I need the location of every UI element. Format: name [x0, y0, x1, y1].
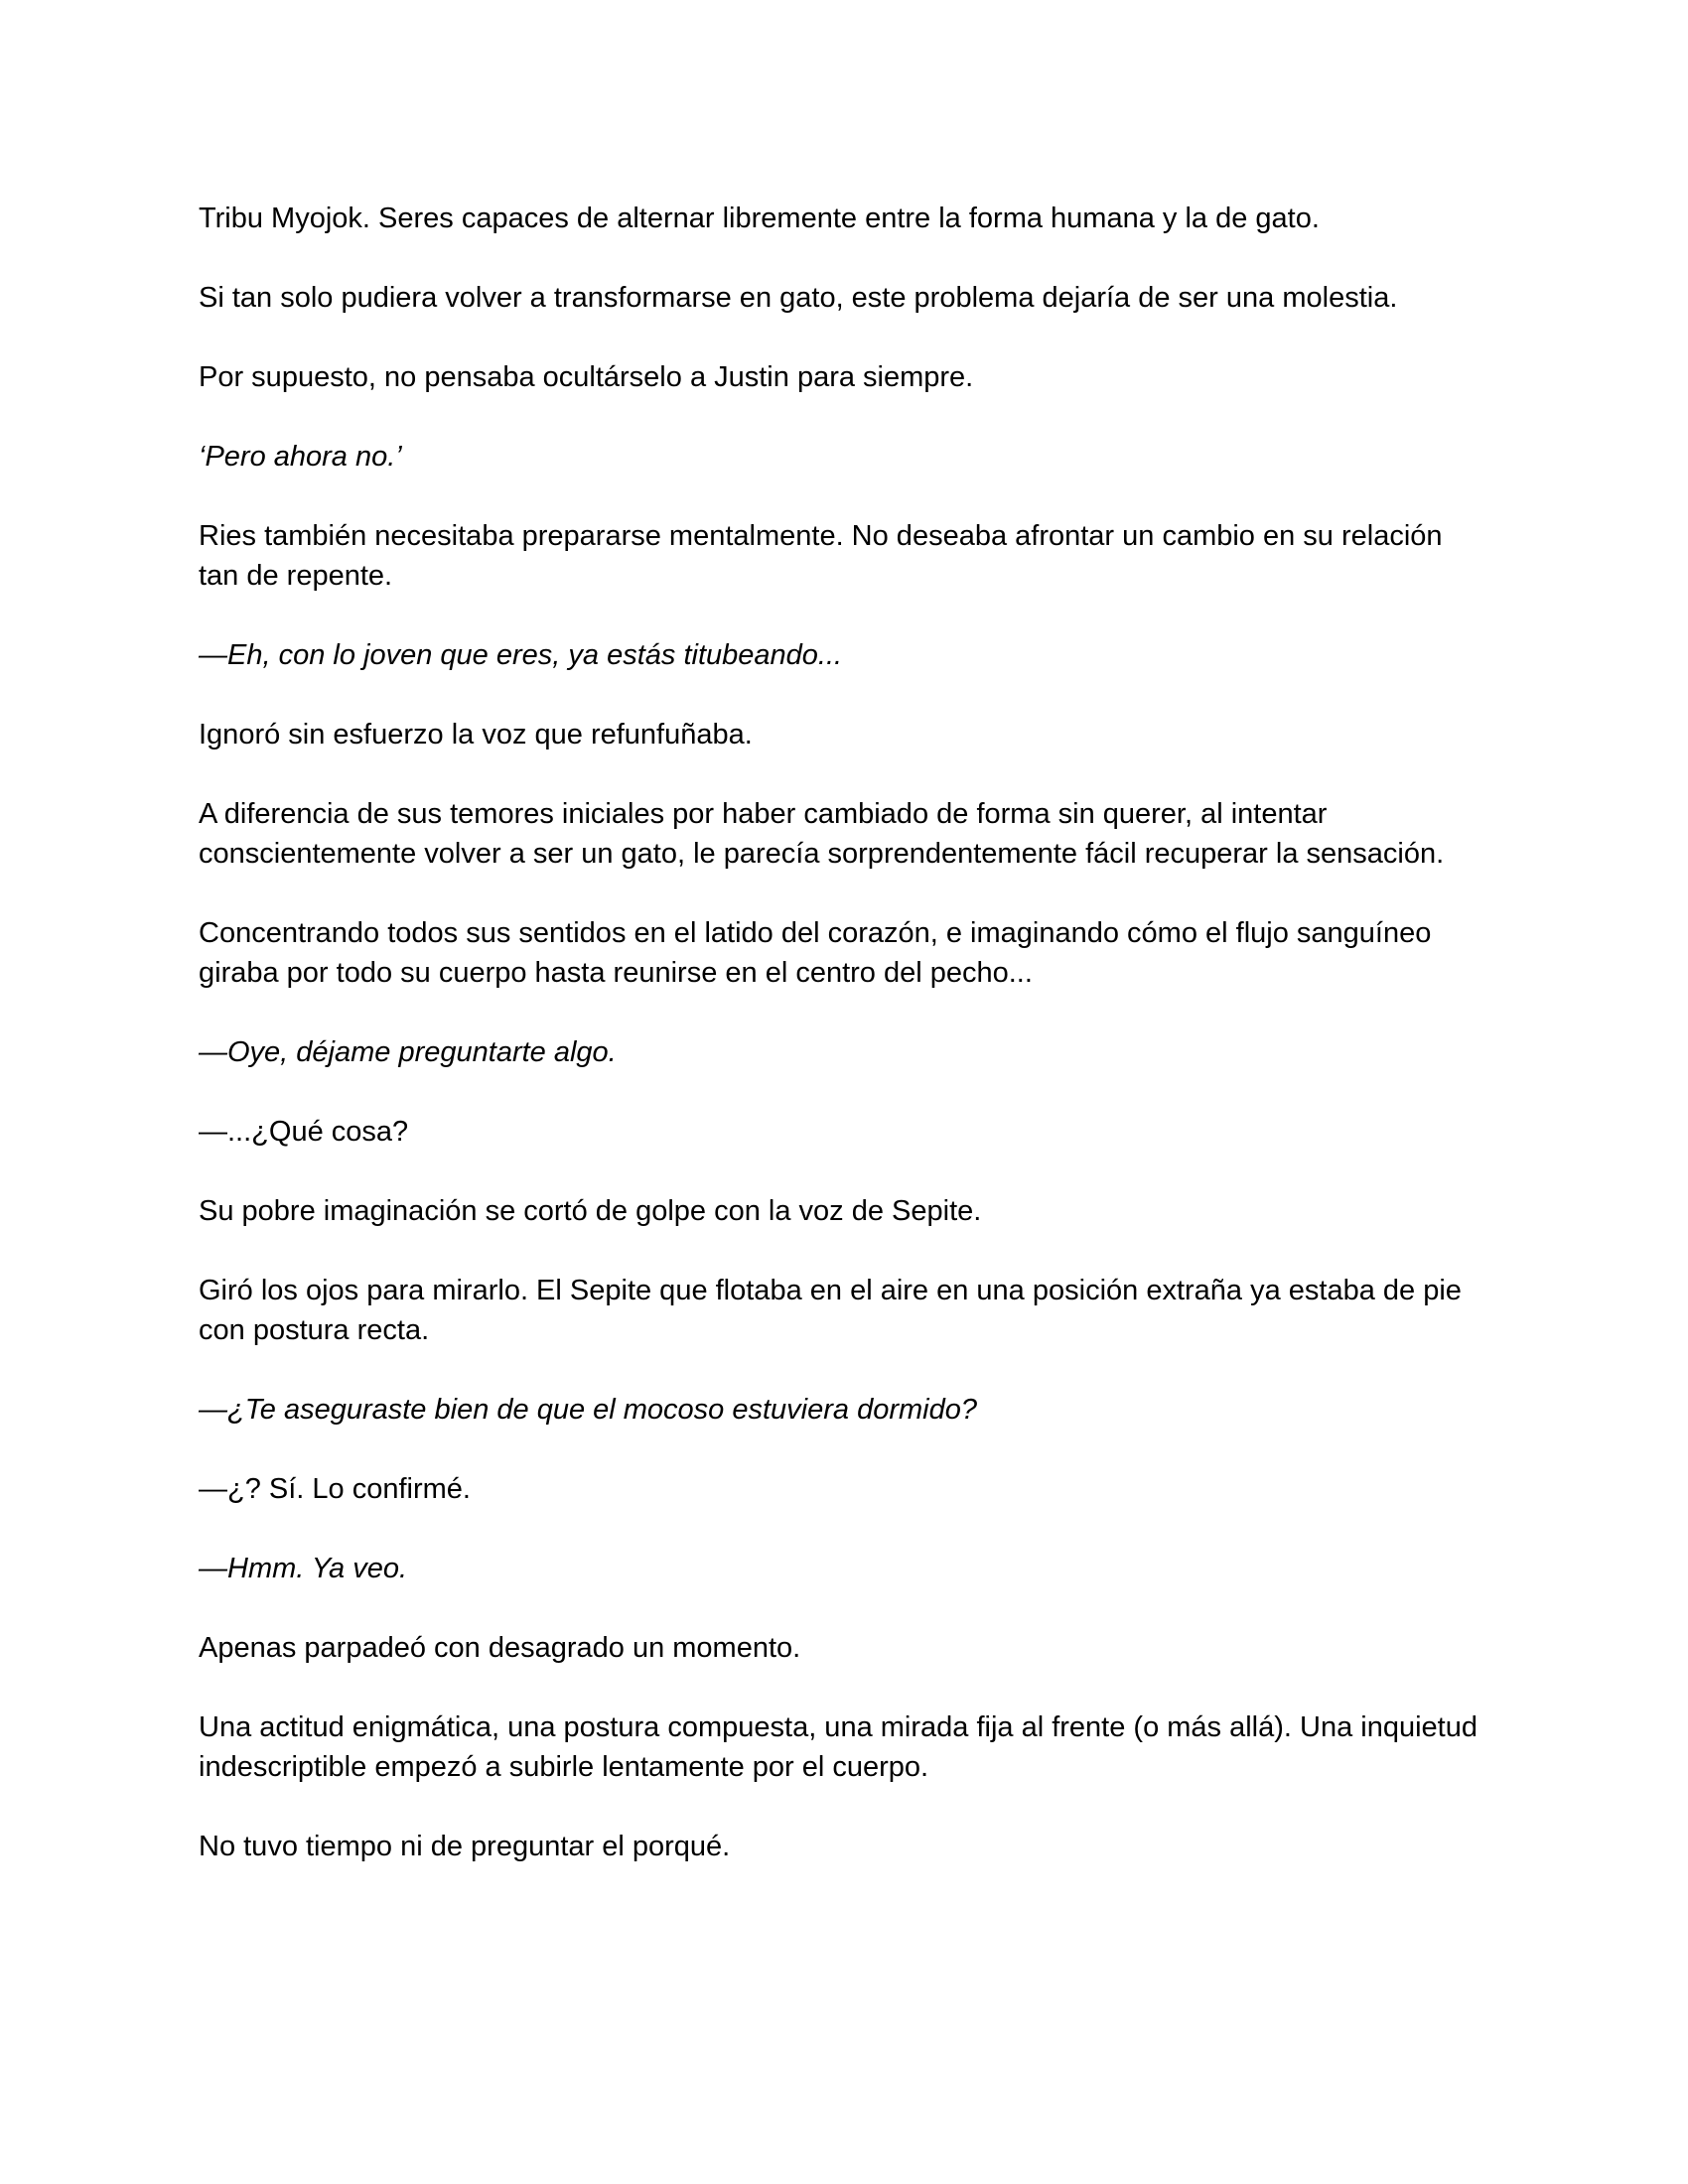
- paragraph: Ries también necesitaba prepararse mentalmente. No deseaba afrontar un cambio en su relación tan de repente.: [199, 520, 1443, 592]
- paragraph: Su pobre imaginación se cortó de golpe con la voz de Sepite.: [199, 1195, 982, 1227]
- paragraph: Apenas parpadeó con desagrado un momento.: [199, 1632, 801, 1664]
- paragraph: Tribu Myojok. Seres capaces de alternar libremente entre la forma humana y la de gato.: [199, 203, 1320, 234]
- paragraph: ‘Pero ahora no.’: [199, 441, 402, 473]
- paragraph: —Oye, déjame preguntarte algo.: [199, 1036, 617, 1068]
- paragraph: —...¿Qué cosa?: [199, 1116, 409, 1148]
- paragraph: Ignoró sin esfuerzo la voz que refunfuñaba.: [199, 719, 753, 751]
- document-body: [199, 199, 1489, 1906]
- paragraph: —¿? Sí. Lo confirmé.: [199, 1473, 471, 1505]
- paragraph: —Hmm. Ya veo.: [199, 1553, 408, 1584]
- paragraph: Concentrando todos sus sentidos en el latido del corazón, e imaginando cómo el flujo sanguíneo giraba por todo su cuerpo hasta reunirse en el centro del pecho...: [199, 917, 1432, 989]
- paragraph: A diferencia de sus temores iniciales por haber cambiado de forma sin querer, al intentar conscientemente volver a ser un gato, le parecía sorprendentemente fácil recuperar la sensación.: [199, 798, 1445, 870]
- paragraph: Giró los ojos para mirarlo. El Sepite que flotaba en el aire en una posición extraña ya estaba de pie con postura recta.: [199, 1275, 1462, 1346]
- paragraph: Si tan solo pudiera volver a transformarse en gato, este problema dejaría de ser una molestia.: [199, 282, 1398, 314]
- paragraph: Una actitud enigmática, una postura compuesta, una mirada fija al frente (o más allá). Una inquietud indescriptible empezó a subirle lentamente por el cuerpo.: [199, 1711, 1477, 1783]
- paragraph: —¿Te aseguraste bien de que el mocoso estuviera dormido?: [199, 1394, 977, 1426]
- paragraph: No tuvo tiempo ni de preguntar el porqué.: [199, 1831, 731, 1862]
- paragraph: Por supuesto, no pensaba ocultárselo a Justin para siempre.: [199, 361, 974, 393]
- paragraph: —Eh, con lo joven que eres, ya estás titubeando...: [199, 639, 843, 671]
